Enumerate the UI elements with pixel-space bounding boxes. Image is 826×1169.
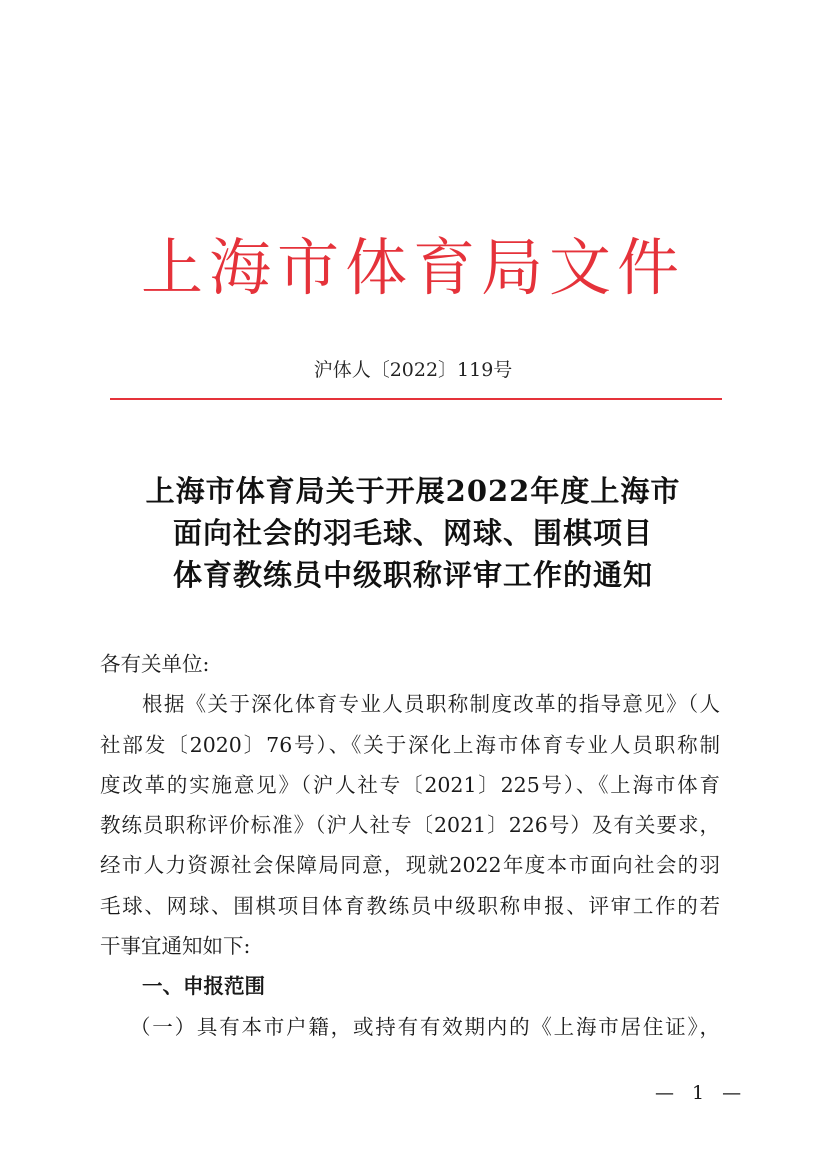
section-heading: 一、申报范围 (142, 974, 265, 999)
body-line: 经市人力资源社会保障局同意，现就2022年度本市面向社会的羽 (100, 853, 720, 878)
document-title (0, 470, 826, 596)
document-masthead: 上海市体育局文件 (140, 231, 685, 304)
title-line: 面向社会的羽毛球、网球、围棋项目 (172, 516, 653, 550)
document-number: 沪体人〔2022〕119号 (313, 359, 513, 381)
body-line: 根据《关于深化体育专业人员职称制度改革的指导意见》（人 (142, 692, 720, 717)
salutation: 各有关单位: (100, 652, 210, 676)
body-line: 干事宜通知如下: (100, 934, 251, 959)
title-line: 体育教练员中级职称评审工作的通知 (172, 558, 653, 592)
document-body (100, 644, 720, 1047)
body-line: 社部发〔2020〕76号）、《关于深化上海市体育专业人员职称制 (100, 732, 720, 757)
body-line: 毛球、网球、围棋项目体育教练员中级职称申报、评审工作的若 (100, 893, 720, 918)
body-line: 度改革的实施意见》（沪人社专〔2021〕225号）、《上海市体育 (100, 772, 720, 797)
title-line: 上海市体育局关于开展2022年度上海市 (145, 474, 681, 508)
page-number: — 1 — (655, 1082, 748, 1104)
list-item: （一）具有本市户籍，或持有有效期内的《上海市居住证》， (130, 1014, 720, 1039)
body-line: 教练员职称评价标准》（沪人社专〔2021〕226号）及有关要求， (100, 813, 720, 838)
red-divider-line (110, 398, 722, 400)
